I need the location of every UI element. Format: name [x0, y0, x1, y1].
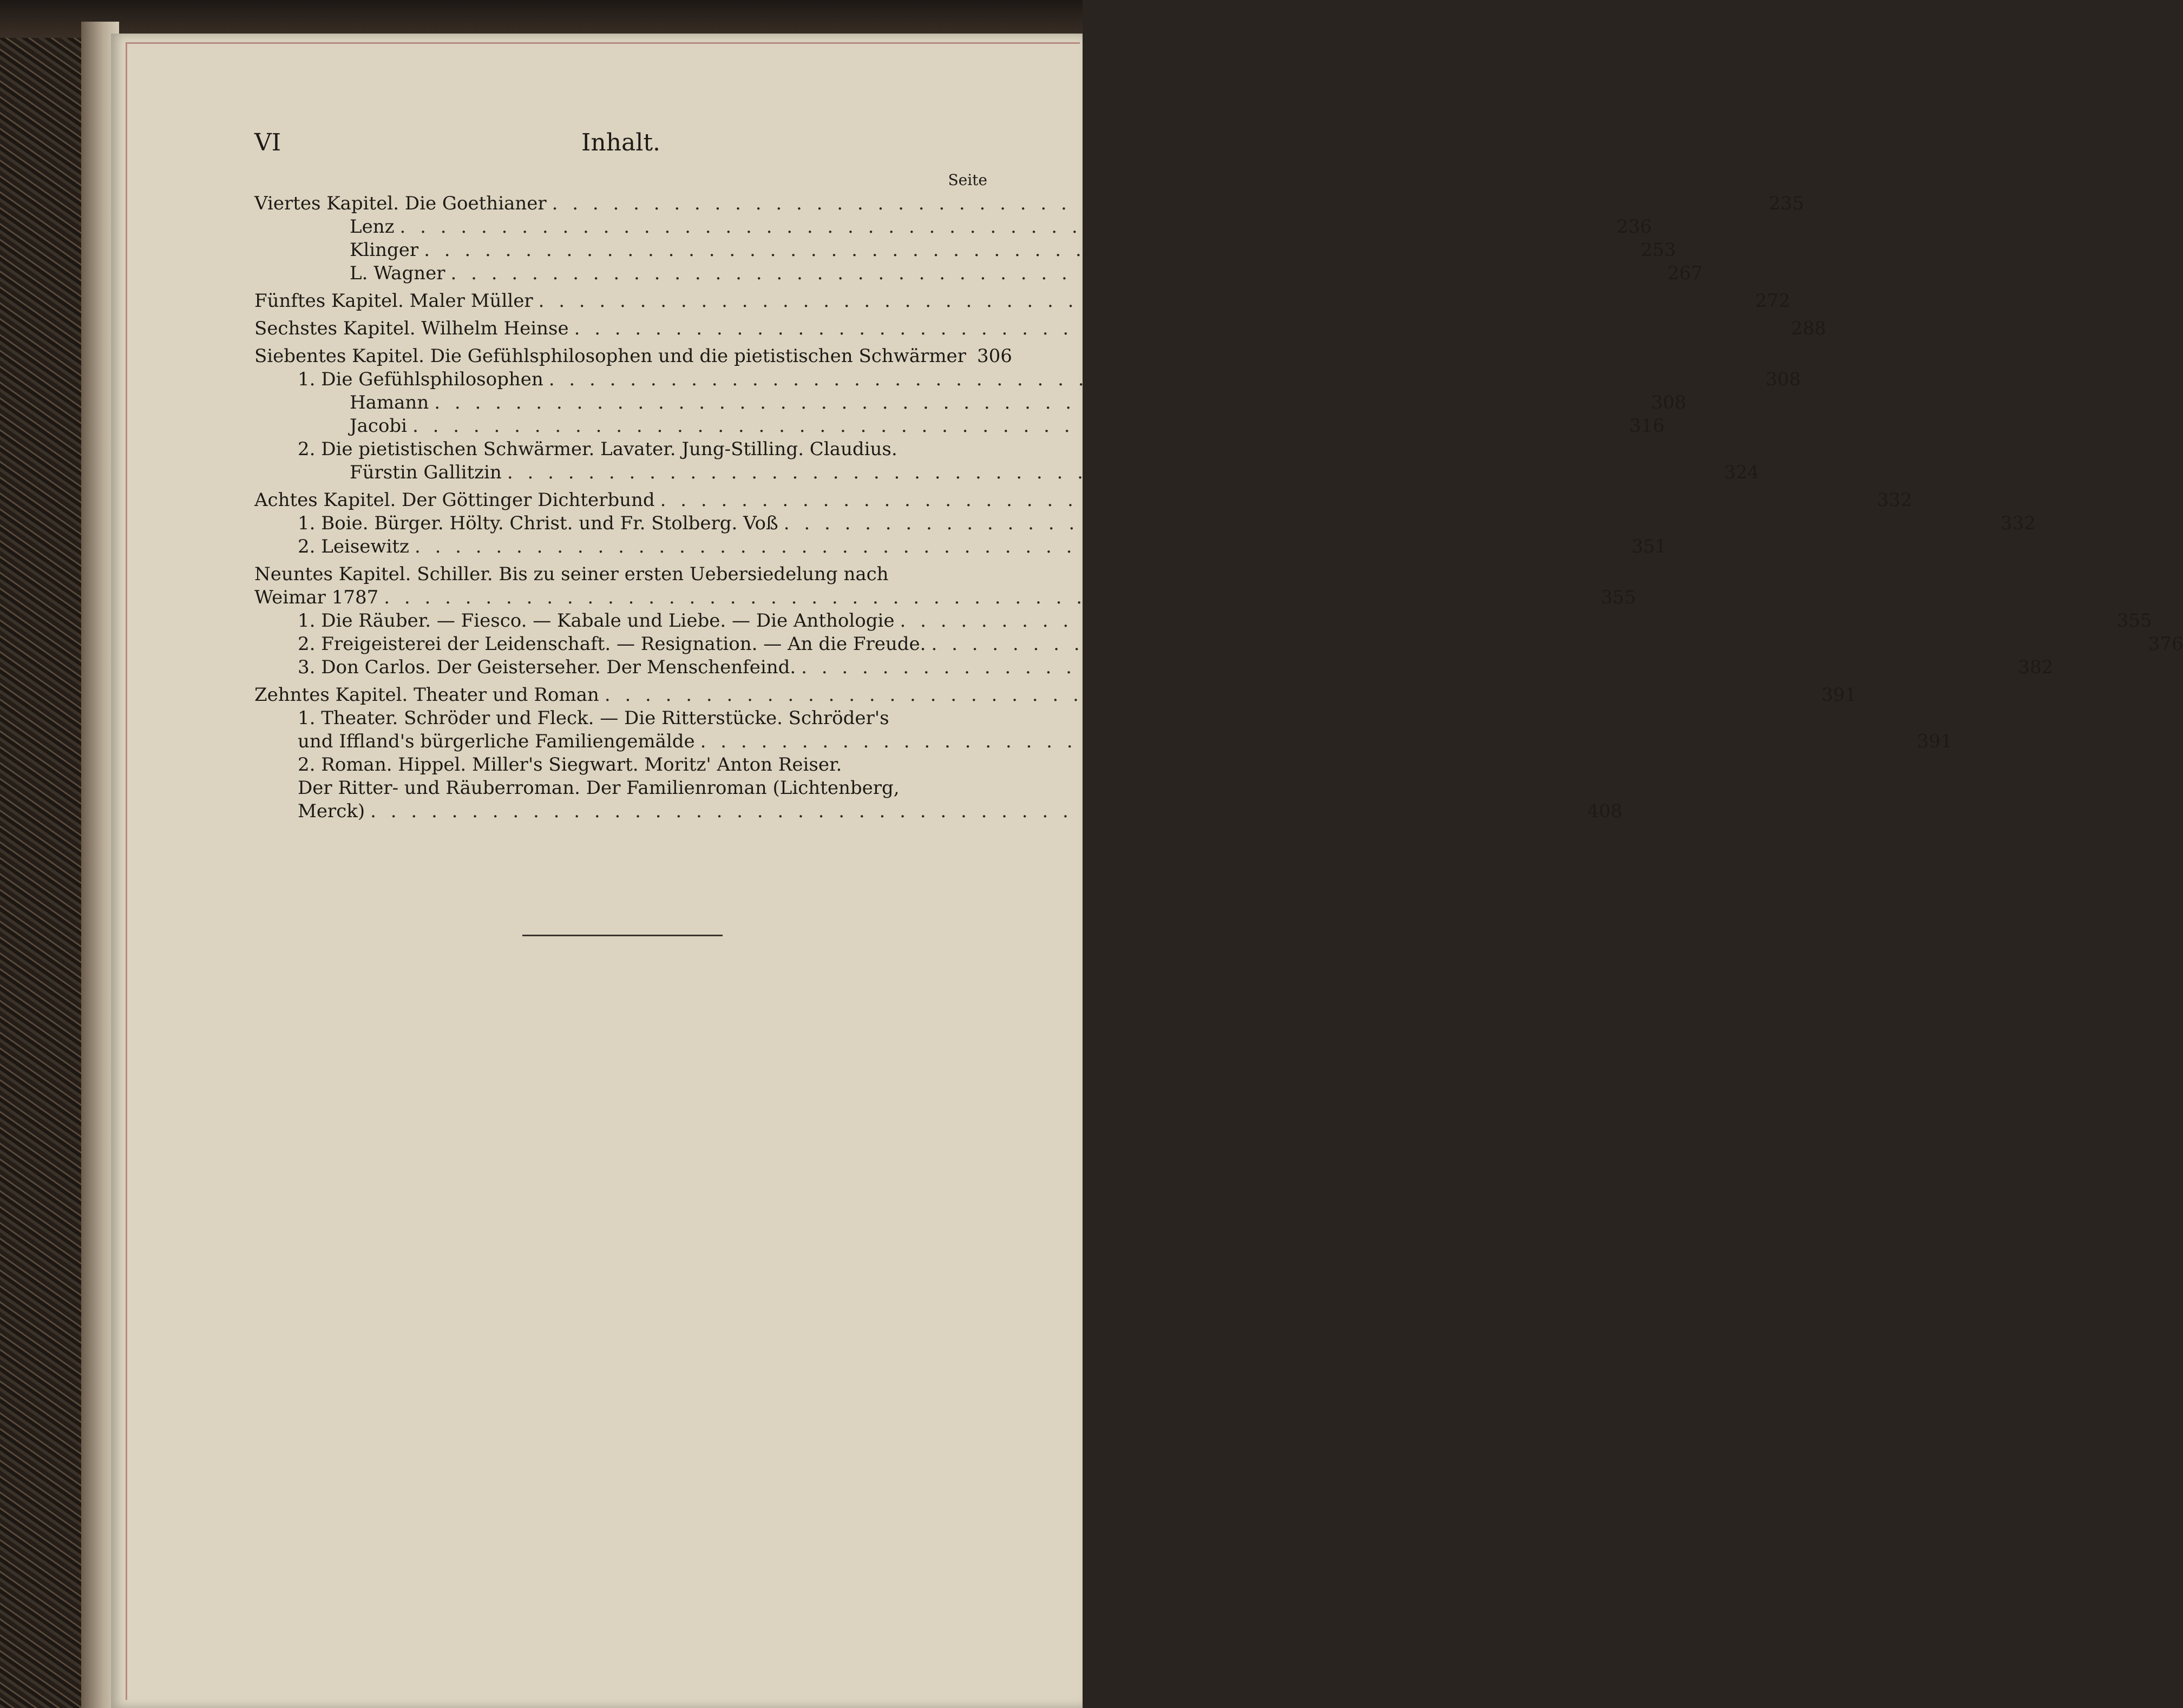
- toc-entry: [254, 239, 1676, 262]
- toc-page-number: 391: [1917, 731, 1952, 752]
- toc-entry-text: Zehntes Kapitel. Theater und Roman: [254, 684, 599, 706]
- toc-entry: [254, 684, 1857, 707]
- toc-page-number: 253: [1641, 239, 1676, 261]
- toc-entry: [254, 415, 1665, 438]
- toc-entry-text: Achtes Kapitel. Der Göttinger Dichterbund: [254, 489, 655, 511]
- toc-page-number: 332: [2000, 513, 2036, 534]
- toc-entry-text: Jacobi: [350, 415, 408, 437]
- toc-entry-text: und Iffland's bürgerliche Familiengemälde: [298, 731, 695, 752]
- seite-label: Seite: [948, 171, 987, 189]
- page-title: Inhalt.: [581, 129, 661, 156]
- table-of-contents: [254, 192, 2183, 823]
- dot-leader: . . . . . . . . . . . . . . . . . . . . . . . . . . . . . . . . . . . . . . . . . . . . . . . . . . . . . . . . . . . .: [450, 262, 1662, 284]
- dot-leader: . . . . . . . . . . . . . . . . . . . . . . . . . . . . . . . . . . . . . . . . . . . . . . . . . . . . . . . . . . . .: [801, 656, 2013, 678]
- dot-leader: . . . . . . . . . . . . . . . . . . . . . . . . . . . . . . . . . . . . . . . . . . . . . . . . . . . . . . . . . . . .: [548, 369, 1760, 390]
- toc-entry-text: Der Ritter- und Räuberroman. Der Familienroman (Lichtenberg,: [298, 777, 900, 799]
- dot-leader: . . . . . . . . . . . . . . . . . . . . . . . . . . . . . . . . . . . . . . . . . . . . . . . . . . . . . . . . . . . .: [414, 536, 1627, 557]
- toc-entry-text: 2. Freigeisterei der Leidenschaft. — Resignation. — An die Freude.: [298, 633, 926, 655]
- toc-entry: [254, 777, 987, 800]
- toc-entry: [254, 290, 1791, 313]
- toc-page-number: 267: [1667, 262, 1703, 284]
- toc-entry-text: Viertes Kapitel. Die Goethianer: [254, 193, 547, 214]
- dot-leader: . . . . . . . . . . . . . . . . . . . . . . . . . . . . . . . . . . . . . . . . . . . . . . . . . . . . . . . . . . . .: [783, 513, 1995, 534]
- toc-entry: [254, 609, 2152, 633]
- toc-entry-text: 1. Die Räuber. — Fiesco. — Kabale und Liebe. — Die Anthologie: [298, 610, 895, 632]
- page-numeral: VI: [254, 129, 281, 156]
- toc-entry-text: 2. Leisewitz: [298, 536, 409, 557]
- toc-entry: [254, 391, 1687, 415]
- toc-entry-text: Weimar 1787: [254, 587, 379, 608]
- dot-leader: . . . . . . . . . . . . . . . . . . . . . . . . . . . . . . . . . . . . . . . . . . . . . . . . . . . . . . . . . . . .: [507, 462, 1719, 483]
- toc-entry-text: Sechstes Kapitel. Wilhelm Heinse: [254, 318, 569, 339]
- toc-page-number: 288: [1791, 318, 1826, 339]
- dot-leader: . . . . . . . . . . . . . . . . . . . . . . . . . . . . . . . . . . . . . . . . . . . . . . . . . . . . . . . . . . . .: [434, 392, 1646, 413]
- dot-leader: . . . . . . . . . . . . . . . . . . . . . . . . . . . . . . . . . . . . . . . . . . . . . . . . . . . . . . . . . . . .: [538, 290, 1750, 312]
- divider-rule: [522, 935, 723, 936]
- toc-page-number: 376: [2148, 633, 2183, 655]
- toc-entry: [254, 262, 1703, 285]
- toc-entry: [254, 489, 1912, 512]
- toc-page-number: 382: [2018, 656, 2054, 678]
- toc-entry: [254, 707, 987, 730]
- toc-entry-text: Merck): [298, 800, 365, 822]
- dot-leader: . . . . . . . . . . . . . . . . . . . . . . . . . . . . . . . . . . . . . . . . . . . . . . . . . . . . . . . . . . . .: [574, 318, 1786, 339]
- toc-page-number: 236: [1616, 216, 1652, 238]
- toc-entry: [254, 368, 1801, 391]
- toc-entry: [254, 215, 1652, 239]
- toc-page-number: 272: [1755, 290, 1791, 312]
- dot-leader: . . . . . . . . . . . . . . . . . . . . . . . . . . . . . . . . . . . . . . . . . . . . . . . . . . . . . . . . . . . .: [700, 731, 1912, 752]
- toc-page-number: 308: [1651, 392, 1687, 413]
- toc-page-number: 355: [2116, 610, 2152, 632]
- toc-page-number: 408: [1587, 800, 1623, 822]
- dot-leader: . . . . . . . . . . . . . . . . . . . . . . . . . . . . . . . . . . . . . . . . . . . . . . . . . . . . . . . . . . . .: [399, 216, 1611, 238]
- toc-entry: [254, 753, 987, 777]
- toc-entry-text: Siebentes Kapitel. Die Gefühlsphilosophen und die pietistischen Schwärmer: [254, 345, 966, 367]
- cover-top-edge: [0, 0, 1083, 38]
- toc-entry-text: Hamann: [350, 392, 429, 413]
- toc-page-number: 316: [1629, 415, 1665, 437]
- toc-entry: [254, 512, 2036, 535]
- dot-leader: . . . . . . . . . . . . . . . . . . . . . . . . . . . . . . . . . . . . . . . . . . . . . . . . . . . . . . . . . . . .: [931, 633, 2143, 655]
- toc-entry-text: Fünftes Kapitel. Maler Müller: [254, 290, 533, 312]
- toc-entry-text: Lenz: [350, 216, 395, 238]
- toc-page-number: 308: [1765, 369, 1801, 390]
- toc-entry: [254, 317, 1826, 340]
- dot-leader: . . . . . . . . . . . . . . . . . . . . . . . . . . . . . . . . . . . . . . . . . . . . . . . . . . . . . . . . . . . .: [384, 587, 1596, 608]
- toc-entry: [254, 535, 1667, 559]
- toc-entry: [254, 633, 2183, 656]
- toc-entry: [254, 461, 1759, 484]
- toc-page-number: 355: [1601, 587, 1636, 608]
- toc-entry: [254, 192, 1804, 215]
- toc-entry-text: 3. Don Carlos. Der Geisterseher. Der Menschenfeind.: [298, 656, 796, 678]
- toc-page-number: 351: [1631, 536, 1667, 557]
- toc-entry: [254, 563, 987, 586]
- toc-entry: [254, 656, 2054, 679]
- dot-leader: . . . . . . . . . . . . . . . . . . . . . . . . . . . . . . . . . . . . . . . . . . . . . . . . . . . . . . . . . . . .: [424, 239, 1636, 261]
- toc-entry-text: 1. Boie. Bürger. Hölty. Christ. und Fr. Stolberg. Voß: [298, 513, 778, 534]
- toc-entry: [254, 438, 987, 461]
- toc-entry-text: 2. Roman. Hippel. Miller's Siegwart. Moritz' Anton Reiser.: [298, 754, 842, 776]
- toc-entry: [254, 800, 1623, 823]
- toc-page-number: 324: [1723, 462, 1759, 483]
- dot-leader: . . . . . . . . . . . . . . . . . . . . . . . . . . . . . . . . . . . . . . . . . . . . . . . . . . . . . . . . . . . .: [660, 489, 1872, 511]
- toc-entry-text: Fürstin Gallitzin: [350, 462, 502, 483]
- toc-page-number: 391: [1821, 684, 1857, 706]
- page-header: [254, 129, 987, 161]
- toc-entry-text: Neuntes Kapitel. Schiller. Bis zu seiner ersten Uebersiedelung nach: [254, 563, 889, 585]
- toc-entry-text: Klinger: [350, 239, 419, 261]
- toc-entry-text: 1. Theater. Schröder und Fleck. — Die Ritterstücke. Schröder's: [298, 707, 889, 729]
- dot-leader: . . . . . . . . . . . . . . . . . . . . . . . . . . . . . . . . . . . . . . . . . . . . . . . . . . . . . . . . . . . .: [552, 193, 1764, 214]
- toc-entry: [254, 345, 1012, 368]
- toc-page-number: 306: [976, 345, 1012, 367]
- dot-leader: . . . . . . . . . . . . . . . . . . . . . . . . . . . . . . . . . . . . . . . . . . . . . . . . . . . . . . . . . . . .: [604, 684, 1816, 706]
- dot-leader: . . . . . . . . . . . . . . . . . . . . . . . . . . . . . . . . . . . . . . . . . . . . . . . . . . . . . . . . . . . .: [900, 610, 2112, 632]
- dot-leader: . . . . . . . . . . . . . . . . . . . . . . . . . . . . . . . . . . . . . . . . . . . . . . . . . . . . . . . . . . . .: [370, 800, 1582, 822]
- toc-entry: [254, 730, 1952, 753]
- toc-page-number: 235: [1768, 193, 1804, 214]
- dot-leader: . . . . . . . . . . . . . . . . . . . . . . . . . . . . . . . . . . . . . . . . . . . . . . . . . . . . . . . . . . . .: [412, 415, 1624, 437]
- toc-entry-text: 1. Die Gefühlsphilosophen: [298, 369, 543, 390]
- toc-entry-text: 2. Die pietistischen Schwärmer. Lavater. Jung-Stilling. Claudius.: [298, 438, 897, 460]
- toc-page-number: 332: [1877, 489, 1912, 511]
- toc-entry: [254, 586, 1636, 609]
- toc-entry-text: L. Wagner: [350, 262, 445, 284]
